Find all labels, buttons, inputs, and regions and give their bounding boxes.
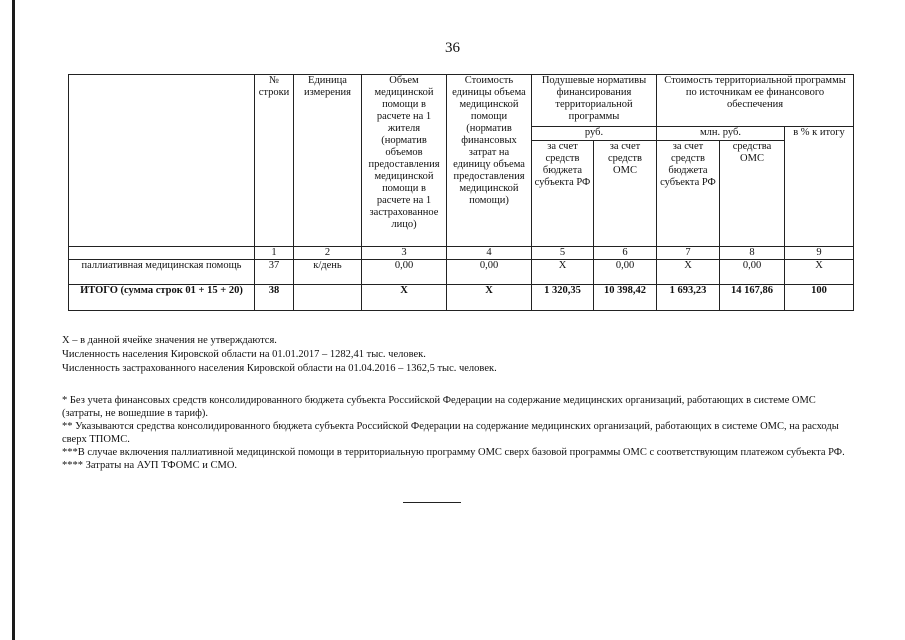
row-unit: к/день bbox=[294, 260, 362, 285]
row-c6: 0,00 bbox=[594, 260, 657, 285]
total-c8: 14 167,86 bbox=[720, 285, 785, 311]
header-mln-rub: млн. руб. bbox=[657, 127, 785, 141]
total-c9: 100 bbox=[785, 285, 854, 311]
row-c9: Х bbox=[785, 260, 854, 285]
col-num: 2 bbox=[294, 247, 362, 260]
header-unit: Единица измерения bbox=[294, 75, 362, 247]
header-volume: Объем медицинской помощи в расчете на 1 жителя (норматив объемов предоставления медицинской помощи в расчете на 1 застрахованное лицо) bbox=[362, 75, 447, 247]
col-num: 7 bbox=[657, 247, 720, 260]
total-no: 38 bbox=[255, 285, 294, 311]
row-no: 37 bbox=[255, 260, 294, 285]
col-num: 1 bbox=[255, 247, 294, 260]
header-per-capita: Подушевые нормативы финансирования территориальной программы bbox=[532, 75, 657, 127]
note-insured-population: Численность застрахованного населения Кировской области на 01.04.2016 – 1362,5 тыс. человек. bbox=[62, 363, 497, 374]
total-name: ИТОГО (сумма строк 01 + 15 + 20) bbox=[69, 285, 255, 311]
header-row-no: № строки bbox=[255, 75, 294, 247]
footnote-4: **** Затраты на АУП ТФОМС и СМО. bbox=[62, 460, 238, 471]
header-rub: руб. bbox=[532, 127, 657, 141]
col-num: 3 bbox=[362, 247, 447, 260]
note-population: Численность населения Кировской области на 01.01.2017 – 1282,41 тыс. человек. bbox=[62, 349, 426, 360]
column-numbers-row bbox=[69, 247, 854, 260]
total-c5: 1 320,35 bbox=[532, 285, 594, 311]
header-percent: в % к итогу bbox=[785, 127, 854, 247]
header-oms-rub: за счет средств ОМС bbox=[594, 141, 657, 247]
total-c7: 1 693,23 bbox=[657, 285, 720, 311]
total-cost: Х bbox=[447, 285, 532, 311]
col-num: 5 bbox=[532, 247, 594, 260]
row-volume: 0,00 bbox=[362, 260, 447, 285]
col-num: 9 bbox=[785, 247, 854, 260]
row-c8: 0,00 bbox=[720, 260, 785, 285]
footnote-1: * Без учета финансовых средств консолидированного бюджета субъекта Российской Федерации на содержание медицинских организаций, работающих в системе ОМС (затраты, не вошедшие в тариф). bbox=[62, 395, 816, 419]
header-name-cell bbox=[69, 75, 255, 247]
table-row bbox=[69, 260, 854, 285]
col-num: 6 bbox=[594, 247, 657, 260]
total-row bbox=[69, 285, 854, 311]
financing-table bbox=[68, 74, 854, 311]
total-c6: 10 398,42 bbox=[594, 285, 657, 311]
header-oms-mln: средства ОМС bbox=[720, 141, 785, 247]
page-number: 36 bbox=[445, 40, 460, 56]
row-c5: Х bbox=[532, 260, 594, 285]
footnote-3: ***В случае включения паллиативной медицинской помощи в территориальную программу ОМС сверх базовой программы ОМС с соответствующим платежом субъекта РФ. bbox=[62, 447, 845, 458]
header-territorial: Стоимость территориальной программы по источникам ее финансового обеспечения bbox=[657, 75, 854, 127]
header-cost: Стоимость единицы объема медицинской помощи (норматив финансовых затрат на единицу объема предоставления медицинской помощи) bbox=[447, 75, 532, 247]
col-num: 8 bbox=[720, 247, 785, 260]
total-volume: Х bbox=[362, 285, 447, 311]
total-unit bbox=[294, 285, 362, 311]
end-divider bbox=[403, 502, 461, 503]
header-budget-rub: за счет средств бюджета субъекта РФ bbox=[532, 141, 594, 247]
col-num bbox=[69, 247, 255, 260]
row-c7: Х bbox=[657, 260, 720, 285]
footnotes bbox=[62, 394, 852, 472]
left-margin-rule bbox=[12, 0, 15, 640]
footnote-2: ** Указываются средства консолидированного бюджета субъекта Российской Федерации на содержание медицинских организаций, работающих в системе ОМС, на расходы сверх ТПОМС. bbox=[62, 421, 839, 445]
row-name: паллиативная медицинская помощь bbox=[69, 260, 255, 285]
col-num: 4 bbox=[447, 247, 532, 260]
header-budget-mln: за счет средств бюджета субъекта РФ bbox=[657, 141, 720, 247]
row-cost: 0,00 bbox=[447, 260, 532, 285]
note-x-meaning: Х – в данной ячейке значения не утверждаются. bbox=[62, 335, 277, 346]
